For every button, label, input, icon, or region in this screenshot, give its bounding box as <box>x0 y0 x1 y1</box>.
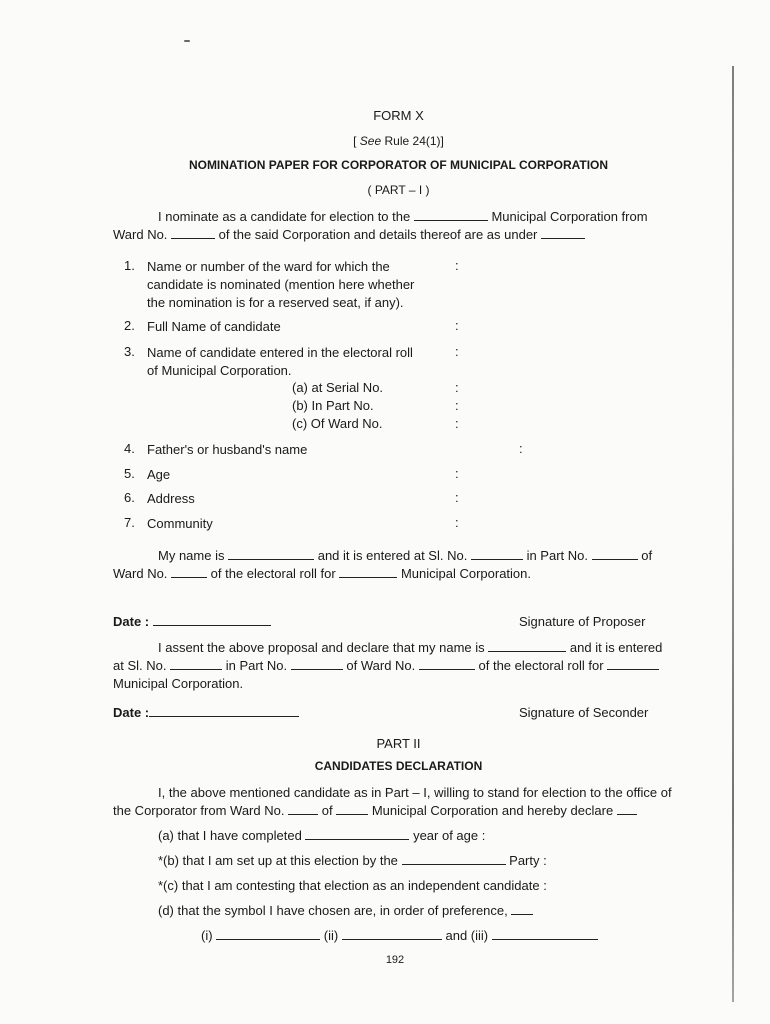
item-colon: : <box>455 318 459 333</box>
rule-reference: [ See Rule 24(1)] <box>353 134 444 148</box>
subitem-part-no: (b) In Part No. <box>292 398 374 413</box>
intro-line-2: Ward No. of the said Corporation and details thereof are as under <box>113 226 585 244</box>
seconder-line-1: I assent the above proposal and declare that my name is and it is entered <box>158 640 663 655</box>
item-full-name: Full Name of candidate <box>147 319 281 334</box>
item-colon: : <box>455 344 459 359</box>
symbol-1-blank[interactable] <box>216 928 320 940</box>
item-number: 5. <box>124 466 135 481</box>
proposer-line-2: Ward No. of the electoral roll for Municipal Corporation. <box>113 566 532 581</box>
item-number: 4. <box>124 441 135 456</box>
details-blank[interactable] <box>541 227 585 239</box>
seconder-sl-no-blank[interactable] <box>170 658 222 670</box>
scan-speck <box>184 40 190 42</box>
subitem-ward-no: (c) Of Ward No. <box>292 416 383 431</box>
symbol-pref-blank[interactable] <box>511 903 533 915</box>
item-number: 3. <box>124 344 135 359</box>
proposer-part-no-blank[interactable] <box>592 548 638 560</box>
item-colon: : <box>455 258 459 273</box>
seconder-ward-no-blank[interactable] <box>419 658 475 670</box>
item-colon: : <box>455 466 459 481</box>
corporation-blank[interactable] <box>414 209 488 221</box>
intro-line-1: I nominate as a candidate for election to the Municipal Corporation from <box>158 209 648 224</box>
proposer-signature-label: Signature of Proposer <box>519 614 646 629</box>
form-title: FORM X <box>373 108 424 123</box>
seconder-date-blank[interactable] <box>149 705 299 717</box>
seconder-date: Date : <box>113 704 299 722</box>
item-number: 2. <box>124 318 135 333</box>
page-number: 192 <box>385 954 405 966</box>
item-ward-name: Name or number of the ward for which the candidate is nominated (mention here whether the nomination is for a reserved seat, if any). <box>147 259 415 310</box>
proposer-name-blank[interactable] <box>228 548 314 560</box>
seconder-line-3: Municipal Corporation. <box>113 676 244 691</box>
proposer-line-1: My name is and it is entered at Sl. No. in Part No. of <box>158 548 653 563</box>
item-electoral-roll: Name of candidate entered in the electoral roll of Municipal Corporation. <box>147 345 413 378</box>
item-number: 7. <box>124 515 135 530</box>
proposer-ward-no-blank[interactable] <box>171 566 207 578</box>
declaration-symbol: (d) that the symbol I have chosen are, in order of preference, <box>158 902 533 920</box>
seconder-part-no-blank[interactable] <box>291 658 343 670</box>
seconder-roll-blank[interactable] <box>607 658 659 670</box>
subitem-colon: : <box>455 380 459 395</box>
declaration-ward-no-blank[interactable] <box>288 803 318 815</box>
subitem-serial-no: (a) at Serial No. <box>292 380 384 395</box>
part-one-label: ( PART – I ) <box>367 183 430 197</box>
subitem-colon: : <box>455 398 459 413</box>
declaration-independent: *(c) that I am contesting that election as an independent candidate : <box>158 878 547 893</box>
item-number: 6. <box>124 490 135 505</box>
scan-edge <box>732 66 734 1002</box>
declaration-symbol-choices: (i) (ii) and (iii) <box>201 927 598 945</box>
declaration-age: (a) that I have completed year of age : <box>158 828 486 843</box>
symbol-3-blank[interactable] <box>492 928 598 940</box>
seconder-line-2: at Sl. No. in Part No. of Ward No. of the electoral roll for <box>113 657 659 675</box>
subitem-colon: : <box>455 416 459 431</box>
ward-no-blank[interactable] <box>171 227 215 239</box>
item-colon: : <box>455 515 459 530</box>
declaration-party: *(b) that I am set up at this election by the Party : <box>158 853 547 868</box>
age-blank[interactable] <box>305 828 409 840</box>
proposer-date: Date : <box>113 613 271 631</box>
proposer-date-blank[interactable] <box>153 614 271 626</box>
item-colon: : <box>455 490 459 505</box>
party-blank[interactable] <box>402 853 506 865</box>
item-number: 1. <box>124 258 135 273</box>
part-two-label: PART II <box>376 736 421 751</box>
seconder-signature-label: Signature of Seconder <box>519 705 649 720</box>
item-age: Age <box>147 467 171 482</box>
declaration-end-blank[interactable] <box>617 803 637 815</box>
declaration-of-blank[interactable] <box>336 803 368 815</box>
proposer-sl-no-blank[interactable] <box>471 548 523 560</box>
proposer-roll-blank[interactable] <box>339 566 397 578</box>
candidates-declaration-heading: CANDIDATES DECLARATION <box>314 759 483 773</box>
item-community: Community <box>147 516 213 531</box>
declaration-line-2: the Corporator from Ward No. of Municipal Corporation and hereby declare <box>113 802 637 820</box>
item-colon: : <box>519 441 523 456</box>
item-address: Address <box>147 491 195 506</box>
declaration-line-1: I, the above mentioned candidate as in Part – I, willing to stand for election to the office of <box>158 785 672 800</box>
seconder-name-blank[interactable] <box>488 640 566 652</box>
document-title: NOMINATION PAPER FOR CORPORATOR OF MUNICIPAL CORPORATION <box>188 158 609 172</box>
item-father-name: Father's or husband's name <box>147 442 308 457</box>
symbol-2-blank[interactable] <box>342 928 442 940</box>
